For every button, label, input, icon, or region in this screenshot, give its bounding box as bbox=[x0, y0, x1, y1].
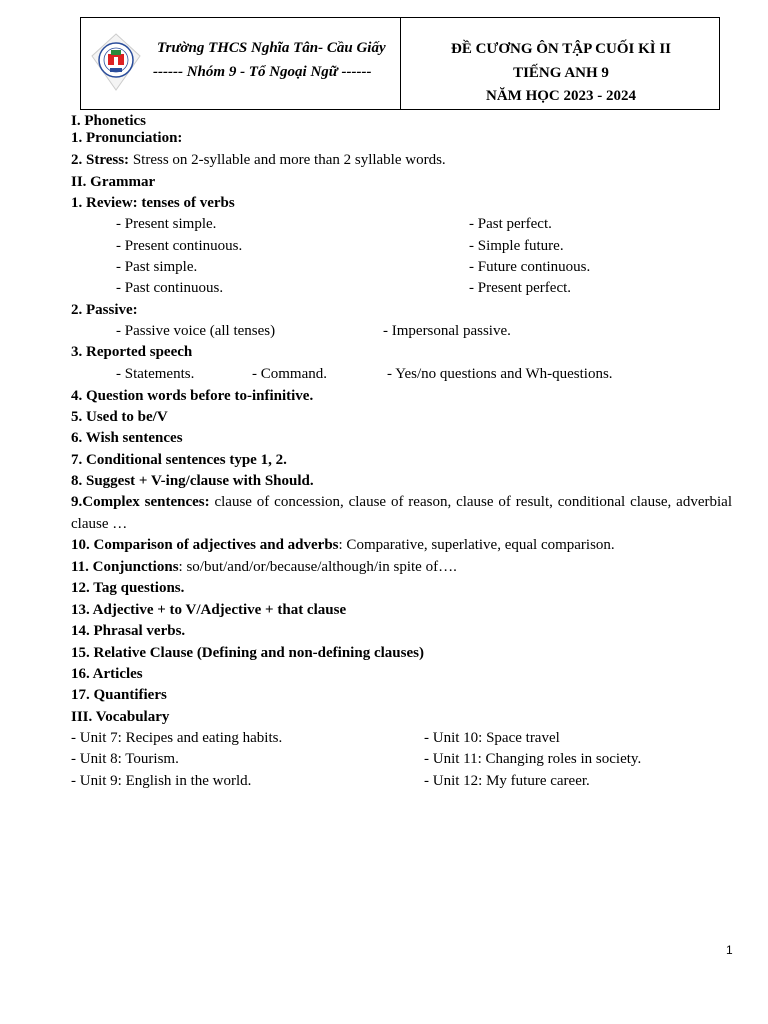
school-logo-icon bbox=[90, 32, 142, 92]
grammar-item-8: 8. Suggest + V-ing/clause with Should. bbox=[71, 473, 314, 489]
comparison-label: 10. Comparison of adjectives and adverbs bbox=[71, 537, 339, 553]
stress-item bbox=[71, 151, 446, 169]
stress-text: Stress on 2-syllable and more than 2 syllable words. bbox=[129, 152, 446, 168]
phonetics-heading: I. Phonetics bbox=[71, 113, 146, 129]
tense-right-item: - Simple future. bbox=[469, 238, 564, 254]
vocab-left-item: - Unit 8: Tourism. bbox=[71, 751, 179, 767]
grammar-heading: II. Grammar bbox=[71, 174, 156, 190]
tense-left-item: - Present continuous. bbox=[116, 238, 243, 254]
reported-speech-item: 3. Reported speech bbox=[71, 344, 193, 360]
grammar-item-12: 12. Tag questions. bbox=[71, 580, 185, 596]
reported-command: - Command. bbox=[252, 366, 327, 382]
school-name: Trường THCS Nghĩa Tân- Cầu Giấy bbox=[157, 40, 386, 56]
review-item: 1. Review: tenses of verbs bbox=[71, 195, 235, 211]
tense-left-item: - Past continuous. bbox=[116, 280, 224, 296]
vocab-right-item: - Unit 11: Changing roles in society. bbox=[424, 751, 642, 767]
vocabulary-heading: III. Vocabulary bbox=[71, 709, 170, 725]
grammar-item-17: 17. Quantifiers bbox=[71, 687, 167, 703]
comparison-text: : Comparative, superlative, equal comparison. bbox=[338, 537, 615, 553]
vocab-left-item: - Unit 9: English in the world. bbox=[71, 773, 252, 789]
grammar-item-15: 15. Relative Clause (Defining and non-defining clauses) bbox=[71, 645, 424, 661]
vocab-right-item: - Unit 12: My future career. bbox=[424, 773, 590, 789]
grammar-item-5: 5. Used to be/V bbox=[71, 409, 168, 425]
grammar-item-9 bbox=[71, 491, 732, 535]
group-name: ------ Nhóm 9 - Tổ Ngoại Ngữ ------ bbox=[153, 64, 372, 80]
page-number: 1 bbox=[726, 943, 733, 957]
grammar-item-14: 14. Phrasal verbs. bbox=[71, 623, 186, 639]
grammar-item-13: 13. Adjective + to V/Adjective + that clause bbox=[71, 602, 347, 618]
tense-left-item: - Past simple. bbox=[116, 259, 198, 275]
conjunctions-text: : so/but/and/or/because/although/in spite of…. bbox=[178, 559, 457, 575]
school-year: NĂM HỌC 2023 - 2024 bbox=[486, 88, 636, 104]
stress-label: 2. Stress: bbox=[71, 152, 130, 168]
vocab-left-item: - Unit 7: Recipes and eating habits. bbox=[71, 730, 283, 746]
complex-sentences-text: clause of concession, clause of reason, clause of result, conditional clause, adverbial clause … bbox=[71, 494, 732, 532]
passive-voice: - Passive voice (all tenses) bbox=[116, 323, 276, 339]
conjunctions-label: 11. Conjunctions bbox=[71, 559, 179, 575]
reported-statements: - Statements. bbox=[116, 366, 195, 382]
grammar-item-6: 6. Wish sentences bbox=[71, 430, 183, 446]
grammar-item-11 bbox=[71, 558, 457, 576]
grammar-item-10 bbox=[71, 536, 615, 554]
passive-item: 2. Passive: bbox=[71, 302, 138, 318]
tense-right-item: - Past perfect. bbox=[469, 216, 552, 232]
header-box bbox=[80, 17, 720, 110]
vocab-right-item: - Unit 10: Space travel bbox=[424, 730, 560, 746]
tense-right-item: - Present perfect. bbox=[469, 280, 572, 296]
grammar-item-4: 4. Question words before to-infinitive. bbox=[71, 388, 314, 404]
doc-title: ĐỀ CƯƠNG ÔN TẬP CUỐI KÌ II bbox=[450, 41, 672, 57]
grammar-item-16: 16. Articles bbox=[71, 666, 143, 682]
grammar-item-7: 7. Conditional sentences type 1, 2. bbox=[71, 452, 287, 468]
impersonal-passive: - Impersonal passive. bbox=[383, 323, 511, 339]
reported-questions: - Yes/no questions and Wh-questions. bbox=[387, 366, 613, 382]
subject-title: TIẾNG ANH 9 bbox=[513, 65, 609, 81]
tense-left-item: - Present simple. bbox=[116, 216, 217, 232]
pronunciation-item: 1. Pronunciation: bbox=[71, 130, 183, 146]
complex-sentences-label: 9.Complex sentences: bbox=[71, 494, 210, 510]
tense-right-item: - Future continuous. bbox=[469, 259, 591, 275]
